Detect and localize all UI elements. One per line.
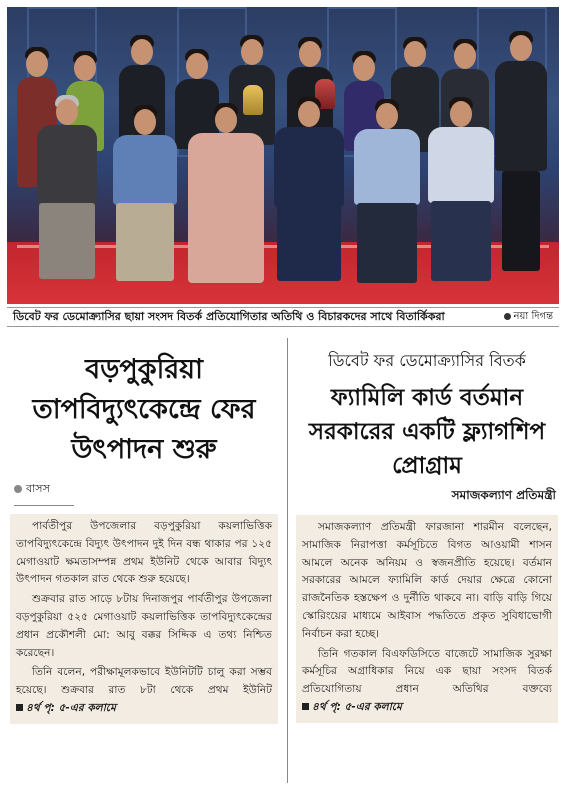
group-photo — [7, 7, 559, 304]
square-icon — [16, 704, 23, 711]
byline-rule — [14, 505, 74, 506]
left-byline-text: বাসস — [26, 482, 50, 495]
right-body — [296, 515, 558, 723]
person-seated — [353, 99, 421, 289]
left-paragraph: শুক্রবার রাত সাড়ে ৮টায় দিনাজপুর পার্বতীপুর উপজেলা বড়পুকুরিয়া ৫২৫ মেগাওয়াট কয়লাভিত্তিক তাপবিদ্যুৎকেন্দ্রের প্রধান প্রকৌশলী মো: আবু বক্কর সিদ্দিক এ তথ্য নিশ্চিত করেছেন। — [16, 593, 272, 659]
left-continuation-text: ৪র্থ পৃ: ৫-এর কলামে — [26, 701, 116, 714]
bullet-icon — [504, 313, 511, 320]
right-paragraph — [302, 646, 552, 717]
right-story — [296, 340, 558, 723]
left-story — [10, 340, 278, 724]
left-body — [10, 514, 278, 724]
square-icon — [302, 703, 309, 710]
person-seated — [427, 97, 495, 287]
right-headline[interactable]: ফ্যামিলি কার্ড বর্তমান সরকারের একটি ফ্ল্যাগশিপ প্রোগ্রাম — [308, 384, 546, 479]
right-paragraph: সমাজকল্যাণ প্রতিমন্ত্রী ফারজানা শারমীন বলেছেন, সামাজিক নিরাপত্তা কর্মসূচিতে বিগত আওয়ামী শাসন আমলে অনেক অনিয়ম ও স্বজনপ্রীতি হয়েছে। বর্তমান সরকারের আমলে ফ্যামিলি কার্ড দেয়ার ক্ষেত্রে কোনো রাজনৈতিক হস্তক্ষেপ ও দুর্নীতি থাকবে না। বাড়ি বাড়ি গিয়ে স্কোরিংয়ের মাধ্যমে আইবাস পদ্ধতিতে প্রকৃত সুবিধাভোগী নির্বাচন করা হচ্ছে। — [302, 521, 552, 640]
left-continuation-link[interactable] — [16, 702, 116, 714]
person-seated — [187, 103, 265, 293]
right-continuation-link[interactable] — [302, 701, 402, 713]
right-tagline: সমাজকল্যাণ প্রতিমন্ত্রী — [451, 488, 556, 502]
caption-text: ডিবেট ফর ডেমোক্র্যাসির ছায়া সংসদ বিতর্ক প্রতিযোগিতার অতিথি ও বিচারকদের সাথে বিতার্কিকরা — [13, 310, 445, 323]
left-byline — [14, 480, 278, 499]
person-seated — [113, 105, 177, 285]
person-standing — [495, 31, 547, 281]
right-kicker: ডিবেট ফর ডেমোক্র্যাসির বিতর্ক — [328, 351, 526, 370]
person-seated — [37, 95, 97, 285]
person-seated — [273, 97, 345, 287]
left-paragraph-text: তিনি বলেন, পরীক্ষামূলকভাবে ইউনিটটি চালু করা সম্ভব হয়েছে। শুক্রবার রাত ৮টা থেকে প্রথম ইউনিট — [16, 666, 272, 697]
left-paragraph: পার্বতীপুর উপজেলার বড়পুকুরিয়া কয়লাভিত্তিক তাপবিদ্যুৎকেন্দ্রে বিদ্যুৎ উৎপাদন দুই দিন বন্ধ থাকার পর ১২৫ মেগাওয়াট ক্ষমতাসম্পন্ন প্রথম ইউনিট থেকে আবার বিদ্যুৎ উৎপাদন গতকাল রাত থেকে শুরু হয়েছে। — [16, 520, 272, 586]
photo-credit — [504, 308, 554, 326]
right-continuation-text: ৪র্থ পৃ: ৫-এর কলামে — [312, 700, 402, 713]
left-paragraph — [16, 664, 272, 717]
bullet-icon — [14, 485, 22, 493]
right-paragraph-text: তিনি গতকাল বিএফডিসিতে বাজেটে সামাজিক সুরক্ষা কর্মসূচির অগ্রাধিকার নিয়ে এক ছায়া সংসদ বিতর্ক প্রতিযোগিতায় প্রধান অতিথির বক্তব্যে — [302, 647, 552, 696]
photo-credit-text: নয়া দিগন্ত — [513, 311, 553, 322]
left-headline[interactable]: বড়পুকুরিয়া তাপবিদ্যুৎকেন্দ্রে ফের উৎপাদন শুরু — [32, 354, 256, 465]
column-divider — [287, 338, 288, 783]
photo-caption — [7, 307, 559, 327]
